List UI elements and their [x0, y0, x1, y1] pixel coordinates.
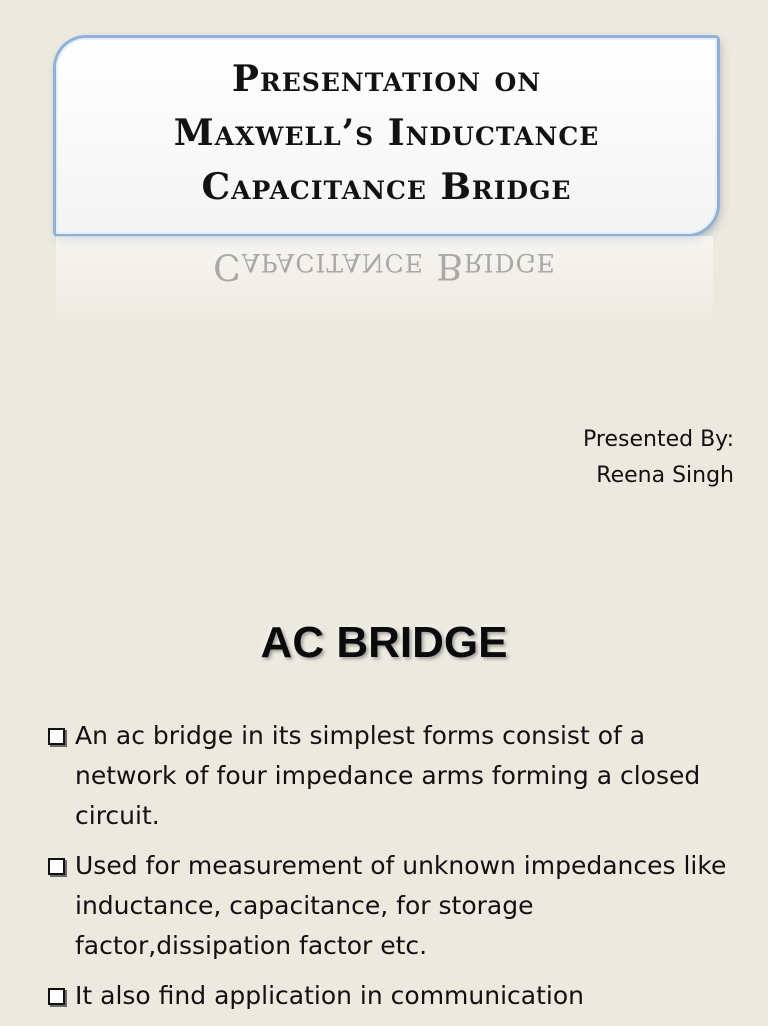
title-line-3: Capacitance Bridge: [201, 166, 572, 208]
checkbox-square-icon: [48, 858, 65, 875]
content-slide: [0, 580, 768, 1024]
checkbox-square-icon: [48, 988, 65, 1005]
presented-by-label: Presented By:: [583, 427, 734, 452]
bullet-text: An ac bridge in its simplest forms consist of a network of four impedance arms forming a closed circuit.: [75, 721, 701, 830]
title-box: [56, 38, 717, 234]
bullet-item: [46, 846, 736, 966]
title-line-1: Presentation on: [231, 58, 542, 100]
bullet-list: [46, 716, 736, 1026]
presentation-title: [58, 40, 715, 214]
bullet-item: [46, 716, 736, 836]
bullet-item: [46, 976, 736, 1016]
bullet-text: It also find application in communication: [75, 981, 584, 1010]
title-reflection-text: Capacitance Bridge: [213, 245, 556, 286]
checkbox-square-icon: [48, 728, 65, 745]
presenter-name: Reena Singh: [596, 463, 734, 488]
title-reflection: [56, 236, 713, 331]
bullet-text: Used for measurement of unknown impedances like inductance, capacitance, for storage factor,dissipation factor etc.: [75, 851, 727, 960]
presenter-block: [583, 422, 734, 494]
slide-heading: AC BRIDGE: [260, 618, 508, 667]
title-line-2: Maxwell’s Inductance: [173, 112, 600, 154]
